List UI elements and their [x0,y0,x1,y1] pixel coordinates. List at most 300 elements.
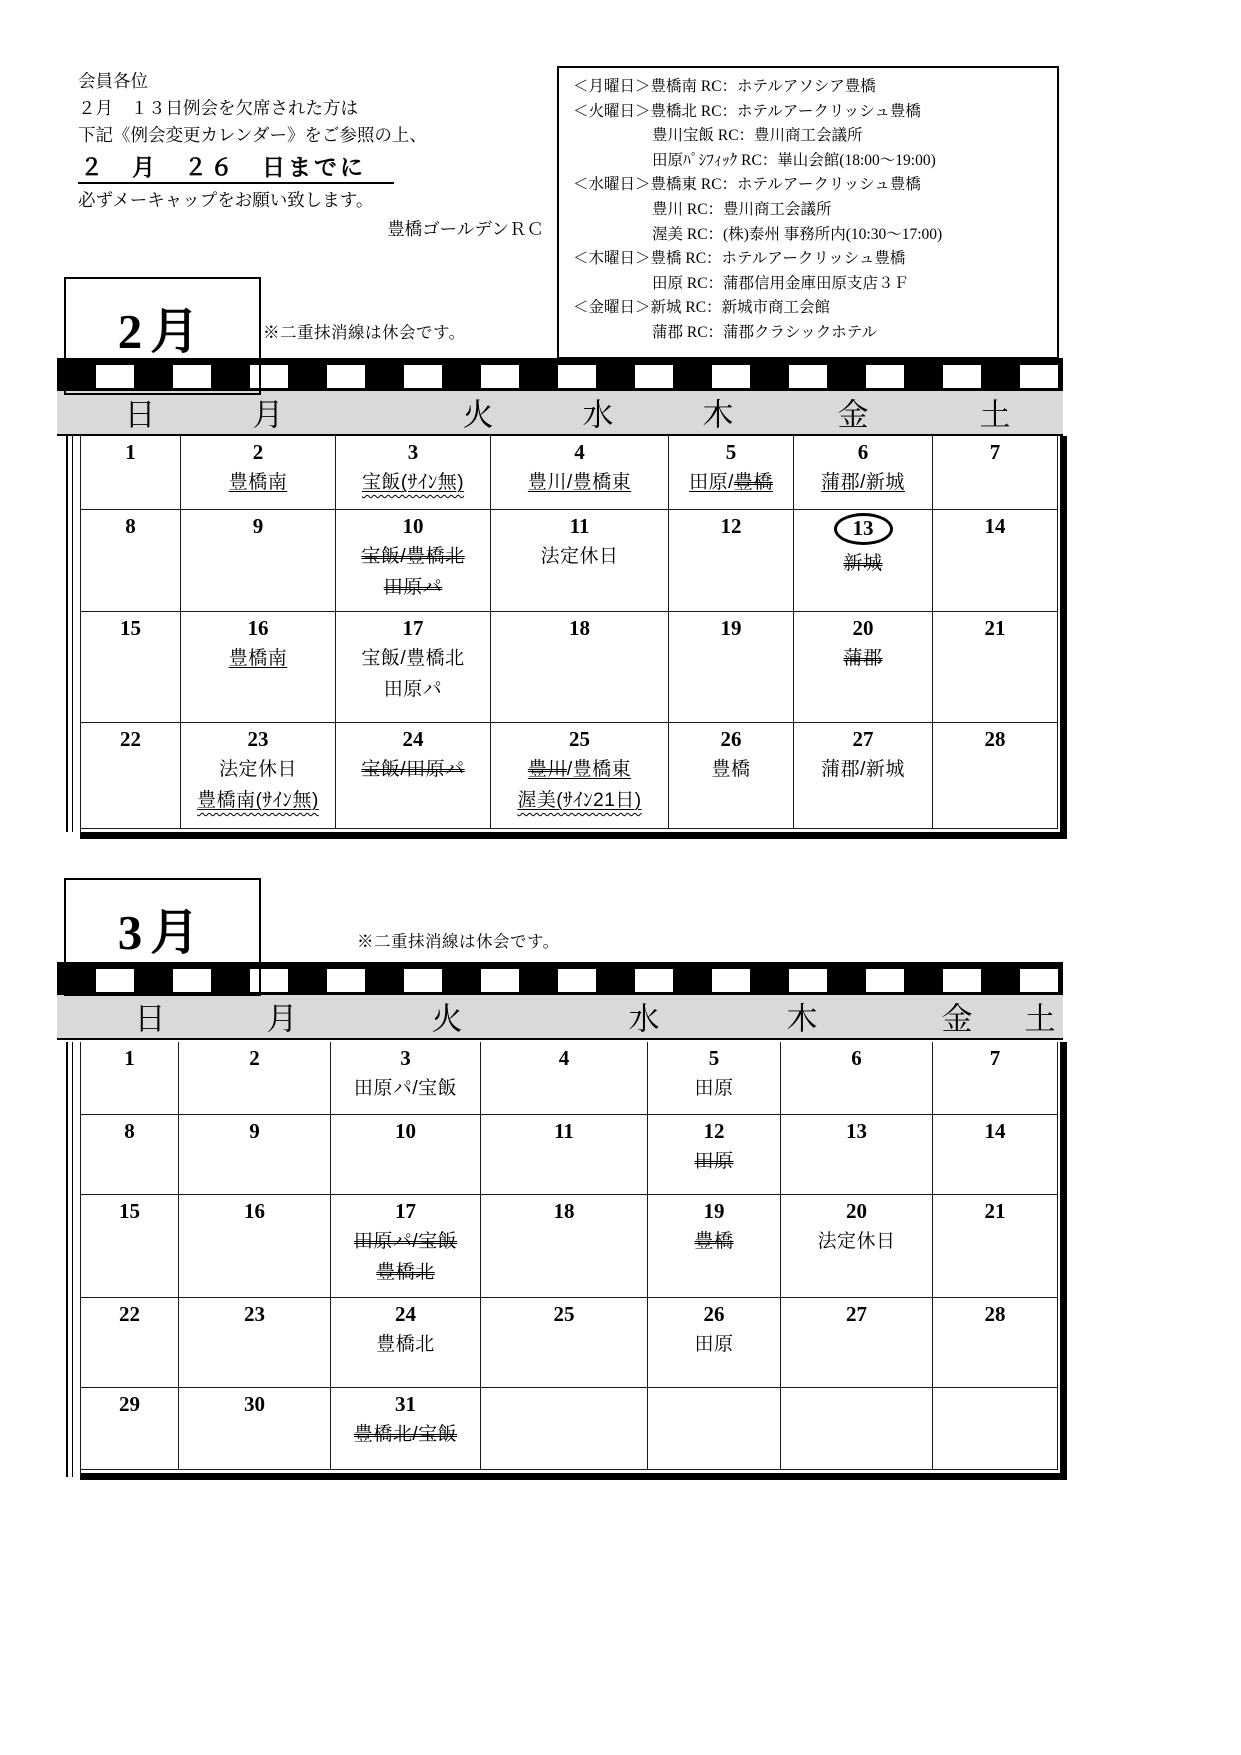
club-entry: 田原 [694,1151,734,1173]
date-text: 7 [989,440,1001,464]
date-number [400,1046,411,1070]
table-left-frame-march [66,1042,73,1477]
club-entry: 豊橋南 [228,472,288,494]
club-line [843,648,882,671]
day-cell [81,1042,179,1115]
day-cell [336,436,491,510]
venue-line: ＜火曜日＞豊橋北 RC：ホテルアークリッシュ豊橋 [573,102,921,120]
date-number [119,1392,140,1416]
date-number [858,440,869,464]
date-number [559,1046,570,1070]
day-cell [491,723,669,829]
club-line [843,553,882,576]
date-text: 29 [119,1392,140,1416]
date-text: 19 [720,616,742,640]
date-number [569,616,590,640]
cancelled-strike [361,546,464,567]
club-line [362,472,464,495]
date-number [249,1046,260,1070]
date-number [554,1302,575,1326]
date-text: 27 [852,727,874,751]
date-number [244,1392,265,1416]
club-line [361,759,464,782]
day-cell [781,1298,933,1388]
wavy-underline-style [517,790,641,811]
day-cell [491,436,669,510]
club-entry: 田原パ [383,576,443,598]
day-cell [933,1195,1058,1298]
club-entry: 宝飯/豊橋北 [361,648,465,670]
date-text: 28 [984,727,1006,751]
cancelled-strike [361,759,464,780]
weekday-label: 日 [124,397,156,433]
notice-addressee: 会員各位 [78,71,148,91]
date-number [985,514,1006,538]
date-number [125,440,136,464]
date-number [119,1199,140,1223]
day-cell [179,1115,331,1195]
venue-line: 豊川 RC：豊川商工会議所 [652,200,832,218]
month-label-march: 3月 [64,878,261,996]
club-entry: 豊橋南 [228,648,288,670]
underline-style [362,472,464,493]
date-text: 2 [249,1046,260,1070]
day-cell [331,1115,481,1195]
club-line [376,1334,435,1357]
club-line [821,472,905,495]
club-entry: 蒲郡/新城 [821,759,905,781]
date-text: 9 [252,514,264,538]
date-text: 26 [703,1302,725,1326]
date-text: 19 [703,1199,725,1223]
date-text: 30 [244,1392,265,1416]
day-cell [781,1388,933,1470]
date-text: 12 [720,514,742,538]
weekday-label: 金 [941,1001,973,1037]
day-cell [933,1115,1058,1195]
wavy-underline-style [362,472,464,493]
club-line [361,648,464,671]
weekday-label: 木 [786,1001,818,1037]
date-number [704,1199,725,1223]
day-cell [81,1195,179,1298]
date-text: 4 [558,1046,570,1070]
club-entry: 豊橋 [733,472,773,494]
date-number [846,1199,867,1223]
club-entry: 蒲郡/新城 [821,472,905,494]
day-cell [648,1298,781,1388]
date-text: 14 [984,1119,1006,1143]
day-cell [81,1115,179,1195]
date-number [120,727,141,751]
venue-line: ＜水曜日＞豊橋東 RC：ホテルアークリッシュ豊橋 [573,176,921,194]
day-cell [331,1042,481,1115]
date-number [990,440,1001,464]
day-cell [481,1115,648,1195]
date-number [570,514,590,538]
date-text: 18 [569,616,590,640]
underline-style [689,472,734,493]
date-text: 25 [553,1302,575,1326]
date-number [985,1199,1006,1223]
underline-style [528,472,631,493]
club-entry: 法定休日 [540,546,619,568]
day-cell [794,612,933,723]
notice-line-absence: ２月 １３日例会を欠席された方は [78,98,358,118]
date-number [403,514,424,538]
date-number [985,1302,1006,1326]
underline-style [821,472,905,493]
date-number [846,1302,867,1326]
club-entry: /豊橋東 [566,759,632,781]
date-number [395,1199,416,1223]
club-line [821,759,905,782]
cancelled-strike [843,648,882,669]
day-cell [179,1042,331,1115]
club-entry: 法定休日 [817,1231,896,1253]
date-number [248,727,269,751]
date-text: 17 [402,616,424,640]
day-cell [781,1042,933,1115]
day-cell [648,1042,781,1115]
day-cell [81,510,181,612]
notice-line-makeup: 必ずメーキャップをお願い致します。 [78,190,374,210]
club-entry: 法定休日 [218,759,297,781]
day-cell [481,1195,648,1298]
venue-line: 豊川宝飯 RC：豊川商工会議所 [652,127,863,145]
underline-style [567,759,631,780]
date-number [124,1119,135,1143]
date-text: 22 [120,727,141,751]
date-text: 16 [247,616,269,640]
date-number [403,727,424,751]
date-number [253,440,264,464]
date-text: 11 [569,514,590,538]
weekday-header-march [57,995,1063,1040]
date-text: 27 [846,1302,867,1326]
venue-line: ＜金曜日＞新城 RC：新城市商工会館 [573,299,831,317]
day-cell [648,1388,781,1470]
venue-line: 蒲郡 RC：蒲郡クラシックホテル [652,323,877,341]
weekday-label: 金 [837,397,869,433]
day-cell [933,1388,1058,1470]
day-cell [81,1388,179,1470]
date-number [124,1046,135,1070]
weekday-label: 水 [582,397,614,433]
date-text: 21 [984,616,1006,640]
club-entry: 新城 [843,553,883,575]
club-entry: 宝飯/豊橋北 [361,546,465,568]
day-cell [179,1388,331,1470]
club-entry: 豊橋南(ｻｲﾝ無) [197,789,319,811]
date-text: 20 [852,616,874,640]
day-cell [81,1298,179,1388]
day-cell [669,723,794,829]
date-text: 24 [395,1302,416,1326]
date-number [408,440,419,464]
date-number [395,1392,416,1416]
date-number [709,1046,720,1070]
notice-line-refer: 下記《例会変更カレンダー》をご参照の上、 [78,125,427,145]
date-number [853,616,874,640]
venue-line: ＜木曜日＞豊橋 RC：ホテルアークリッシュ豊橋 [573,250,906,268]
club-entry: 豊橋北/宝飯 [353,1424,458,1446]
day-cell [481,1298,648,1388]
date-text: 23 [247,727,269,751]
club-entry: 田原パ/宝飯 [353,1078,458,1100]
date-text: 11 [554,1119,574,1143]
weekday-label: 火 [462,397,494,433]
day-cell [179,1195,331,1298]
club-line [694,1334,733,1357]
cancelled-strike [354,1424,457,1445]
day-cell [491,510,669,612]
day-cell [481,1388,648,1470]
cancelled-strike [384,577,443,598]
date-number [395,1119,416,1143]
month-label-february: 2月 [64,277,261,395]
date-number [721,514,742,538]
club-line [694,1078,733,1101]
date-text: 31 [395,1392,416,1416]
club-line [711,759,750,782]
date-text: 4 [574,440,585,464]
date-number [244,1199,265,1223]
date-number [248,616,269,640]
club-entry: 田原パ [383,678,443,700]
venue-line: ＜月曜日＞豊橋南 RC：ホテルアソシア豊橋 [573,78,876,95]
day-cell [669,612,794,723]
club-entry: 田原 [694,1078,734,1100]
circled-date: 13 [834,513,893,545]
day-cell [794,510,933,612]
date-number [395,1302,416,1326]
date-text: 7 [989,1046,1001,1070]
venue-line: 田原 RC：蒲郡信用金庫田原支店３Ｆ [652,274,910,292]
calendar-grid-february [80,436,1067,839]
date-text: 18 [553,1199,575,1223]
weekday-label: 月 [252,397,284,433]
date-number [119,1302,140,1326]
date-text: 17 [395,1199,416,1223]
day-cell [933,723,1058,829]
date-text: 6 [851,1046,862,1070]
cancelled-strike [843,553,882,574]
weekday-label: 土 [979,397,1011,433]
date-number [403,616,424,640]
date-text: 5 [708,1046,720,1070]
day-cell [331,1298,481,1388]
underline-style [229,472,288,493]
day-cell [781,1115,933,1195]
venue-list-box [557,66,1059,359]
date-number [990,1046,1001,1070]
weekday-label: 水 [628,1001,660,1037]
cancelled-strike [376,1262,435,1283]
club-line [361,546,464,569]
club-line [817,1231,895,1254]
day-cell [181,436,336,510]
table-left-frame-february [66,436,73,832]
club-entry: 豊川/豊橋東 [527,472,632,494]
day-cell [81,612,181,723]
date-text: 2 [252,440,264,464]
cancelled-strike [528,759,567,780]
underline-style [229,648,288,669]
date-text: 23 [244,1302,265,1326]
club-line [354,1424,457,1447]
club-entry: 宝飯(ｻｲﾝ無) [361,472,465,494]
date-text: 21 [984,1199,1006,1223]
day-cell [331,1388,481,1470]
day-cell [336,612,491,723]
day-cell [648,1115,781,1195]
club-line [376,1262,435,1285]
day-cell [181,612,336,723]
date-number [853,727,874,751]
date-text: 25 [569,727,590,751]
club-entry: 田原/ [689,472,734,494]
cancelled-strike [694,1151,733,1172]
date-text: 1 [124,1046,135,1070]
date-text: 16 [244,1199,265,1223]
underline-style [528,759,567,780]
day-cell [933,1298,1058,1388]
day-cell [794,436,933,510]
club-line [540,546,618,569]
cancelled-strike [734,472,773,493]
date-text: 8 [124,1119,135,1143]
day-cell [336,510,491,612]
underline-style [517,790,641,811]
club-entry: 豊橋 [711,759,751,781]
date-text: 15 [120,616,141,640]
club-line [689,472,773,495]
club-entry: 豊橋 [694,1231,734,1253]
club-line [354,1231,457,1254]
date-number [704,1119,725,1143]
club-line [229,472,288,495]
day-cell [669,510,794,612]
calendar-grid-march [80,1042,1067,1480]
club-entry: 豊川 [527,759,567,781]
club-entry: 渥美(ｻｲﾝ21日) [517,789,642,811]
club-line [384,679,443,702]
club-entry: 蒲郡 [843,648,883,670]
date-number [726,440,737,464]
date-text: 12 [703,1119,725,1143]
club-line [694,1151,733,1174]
club-line [354,1078,457,1101]
weekday-label: 木 [702,397,734,433]
club-line [528,759,631,782]
strike-note-february: ※二重抹消線は休会です。 [263,324,466,342]
cancelled-strike [354,1231,457,1252]
date-text: 3 [407,440,419,464]
weekday-header-february [57,391,1063,436]
date-number [985,1119,1006,1143]
date-text: 6 [857,440,869,464]
day-cell [181,723,336,829]
day-cell [481,1042,648,1115]
club-entry: 豊橋北 [376,1334,435,1356]
date-number [721,727,742,751]
date-text: 20 [846,1199,867,1223]
venue-line: 田原ﾊﾟｼﾌｨｯｸ RC：崋山会館(18:00～19:00) [652,151,936,169]
club-line [197,790,319,813]
date-text: 8 [125,514,136,538]
day-cell [933,612,1058,723]
club-signature: 豊橋ゴールデンＲＣ [387,219,544,239]
day-cell [933,510,1058,612]
date-number [554,1199,575,1223]
date-number [554,1119,574,1143]
club-line [694,1231,733,1254]
date-number [834,514,893,545]
date-number [985,616,1006,640]
underline-style [734,472,773,493]
date-number [985,727,1006,751]
cancelled-strike [694,1231,733,1252]
day-cell [81,723,181,829]
weekday-label: 日 [134,1001,166,1037]
date-text: 1 [125,440,136,464]
day-cell [181,510,336,612]
date-number [569,727,590,751]
day-cell [933,1042,1058,1115]
day-cell [491,612,669,723]
club-line [517,790,641,813]
club-line [384,577,443,600]
makeup-deadline: ２ 月 ２６ 日までに [78,154,394,184]
club-entry: 田原 [694,1334,734,1356]
day-cell [81,436,181,510]
date-text: 15 [119,1199,140,1223]
strike-note-march: ※二重抹消線は休会です。 [357,933,560,951]
day-cell [179,1298,331,1388]
day-cell [794,723,933,829]
date-number [253,514,264,538]
date-text: 22 [119,1302,140,1326]
weekday-label: 月 [266,1001,298,1037]
underline-style [197,790,319,811]
date-text: 24 [402,727,424,751]
weekday-label: 土 [1024,1001,1056,1037]
date-text: 3 [400,1046,411,1070]
day-cell [331,1195,481,1298]
date-number [704,1302,725,1326]
date-text: 14 [984,514,1006,538]
venue-line: 渥美 RC：(株)泰州 事務所内(10:30～17:00) [652,225,943,243]
wavy-underline-style [197,790,319,811]
club-line [528,472,631,495]
date-number [574,440,585,464]
day-cell [336,723,491,829]
member-notice [78,68,544,243]
club-line [219,759,297,782]
day-cell [933,436,1058,510]
date-text: 13 [846,1119,867,1143]
date-number [244,1302,265,1326]
date-text: 26 [720,727,742,751]
date-text: 5 [725,440,737,464]
date-text: 10 [402,514,424,538]
date-text: 9 [249,1119,260,1143]
day-cell [781,1195,933,1298]
date-number [120,616,141,640]
date-text: 28 [984,1302,1006,1326]
date-number [125,514,136,538]
